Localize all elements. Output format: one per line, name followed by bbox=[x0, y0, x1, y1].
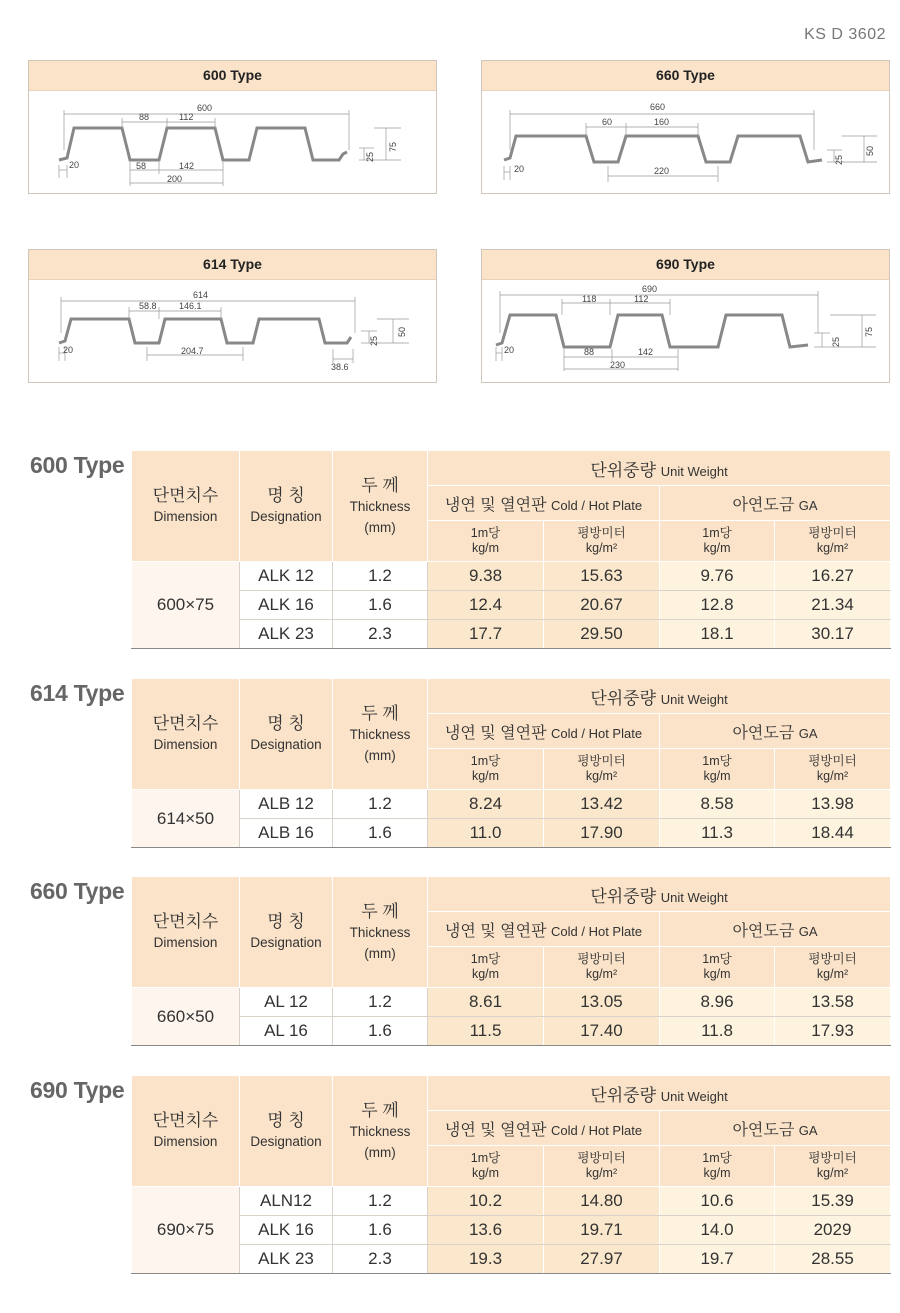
table-row bbox=[132, 988, 891, 1017]
dim-h1: 25 bbox=[369, 335, 379, 346]
dim-e: 230 bbox=[610, 360, 626, 370]
header-unit-weight: 단위중량 Unit Weight bbox=[428, 679, 891, 714]
dim-b: 160 bbox=[654, 117, 670, 127]
ga-per-m-cell: 14.0 bbox=[660, 1216, 775, 1245]
dim-h1: 25 bbox=[365, 151, 375, 162]
spec-table-614 bbox=[131, 678, 891, 848]
dim-h2: 75 bbox=[388, 141, 398, 152]
header-per-m: 1m당 kg/m bbox=[428, 1146, 544, 1187]
cold-per-sqm-cell: 15.63 bbox=[544, 562, 660, 591]
designation-cell: ALK 23 bbox=[240, 1245, 333, 1274]
dim-b: 112 bbox=[179, 112, 194, 122]
designation-cell: AL 12 bbox=[240, 988, 333, 1017]
designation-cell: ALK 16 bbox=[240, 591, 333, 620]
diagram-614-type bbox=[28, 249, 437, 383]
ga-per-m-cell: 11.3 bbox=[660, 819, 775, 848]
header-dimension: 단면치수 Dimension bbox=[132, 1076, 240, 1187]
header-unit-weight: 단위중량 Unit Weight bbox=[428, 451, 891, 486]
header-ga: 아연도금 GA bbox=[660, 486, 891, 521]
type-label-690: 690 Type bbox=[30, 1077, 125, 1103]
dimension-cell: 614×50 bbox=[132, 790, 240, 848]
cold-per-m-cell: 19.3 bbox=[428, 1245, 544, 1274]
dim-d: 142 bbox=[179, 161, 195, 171]
header-per-sqm: 평방미터 kg/m² bbox=[544, 521, 660, 562]
dim-e: 200 bbox=[167, 174, 183, 184]
ga-per-m-cell: 19.7 bbox=[660, 1245, 775, 1274]
cold-per-sqm-cell: 19.71 bbox=[544, 1216, 660, 1245]
table-row bbox=[132, 1245, 891, 1274]
cold-per-sqm-cell: 27.97 bbox=[544, 1245, 660, 1274]
dimension-cell: 690×75 bbox=[132, 1187, 240, 1274]
thickness-cell: 2.3 bbox=[333, 620, 428, 649]
dim-total: 660 bbox=[650, 102, 666, 112]
header-per-m: 1m당 kg/m bbox=[428, 521, 544, 562]
thickness-cell: 1.6 bbox=[333, 1216, 428, 1245]
ga-per-sqm-cell: 21.34 bbox=[775, 591, 891, 620]
table-row bbox=[132, 1216, 891, 1245]
header-per-sqm: 평방미터 kg/m² bbox=[544, 1146, 660, 1187]
header-per-m: 1m당 kg/m bbox=[660, 1146, 775, 1187]
header-ga: 아연도금 GA bbox=[660, 714, 891, 749]
designation-cell: ALK 16 bbox=[240, 1216, 333, 1245]
diagram-600-type bbox=[28, 60, 437, 194]
table-row bbox=[132, 562, 891, 591]
cold-per-sqm-cell: 17.40 bbox=[544, 1017, 660, 1046]
header-per-sqm: 평방미터 kg/m² bbox=[775, 1146, 891, 1187]
dim-h2: 50 bbox=[397, 326, 407, 337]
profile-drawing-690 bbox=[482, 279, 889, 383]
header-designation: 명 칭 Designation bbox=[240, 877, 333, 988]
dim-edge: 20 bbox=[69, 160, 80, 170]
cold-per-m-cell: 10.2 bbox=[428, 1187, 544, 1216]
ga-per-sqm-cell: 28.55 bbox=[775, 1245, 891, 1274]
cold-per-sqm-cell: 29.50 bbox=[544, 620, 660, 649]
dim-c: 88 bbox=[584, 347, 595, 357]
ga-per-sqm-cell: 13.58 bbox=[775, 988, 891, 1017]
spec-table-660 bbox=[131, 876, 891, 1046]
ga-per-m-cell: 8.96 bbox=[660, 988, 775, 1017]
dim-tail: 38.6 bbox=[331, 362, 349, 372]
header-designation: 명 칭 Designation bbox=[240, 451, 333, 562]
designation-cell: ALB 16 bbox=[240, 819, 333, 848]
designation-cell: ALK 12 bbox=[240, 562, 333, 591]
dim-d: 142 bbox=[638, 347, 654, 357]
ga-per-m-cell: 9.76 bbox=[660, 562, 775, 591]
cold-per-m-cell: 12.4 bbox=[428, 591, 544, 620]
ga-per-m-cell: 8.58 bbox=[660, 790, 775, 819]
profile-drawing-660 bbox=[482, 90, 889, 194]
header-cold-hot-plate: 냉연 및 열연판 Cold / Hot Plate bbox=[428, 1111, 660, 1146]
header-per-m: 1m당 kg/m bbox=[660, 521, 775, 562]
thickness-cell: 1.6 bbox=[333, 591, 428, 620]
header-per-sqm: 평방미터 kg/m² bbox=[775, 947, 891, 988]
diagram-title: 690 Type bbox=[482, 250, 889, 280]
ga-per-sqm-cell: 17.93 bbox=[775, 1017, 891, 1046]
cold-per-sqm-cell: 13.42 bbox=[544, 790, 660, 819]
ga-per-sqm-cell: 15.39 bbox=[775, 1187, 891, 1216]
diagram-title: 660 Type bbox=[482, 61, 889, 91]
header-designation: 명 칭 Designation bbox=[240, 1076, 333, 1187]
ga-per-sqm-cell: 13.98 bbox=[775, 790, 891, 819]
header-unit-weight: 단위중량 Unit Weight bbox=[428, 1076, 891, 1111]
profile-drawing-600 bbox=[29, 90, 436, 194]
header-thickness: 두 께 Thickness (mm) bbox=[333, 877, 428, 988]
type-label-660: 660 Type bbox=[30, 878, 125, 904]
type-label-614: 614 Type bbox=[30, 680, 125, 706]
dim-a: 58.8 bbox=[139, 301, 157, 311]
ga-per-m-cell: 12.8 bbox=[660, 591, 775, 620]
dim-edge: 20 bbox=[504, 345, 515, 355]
cold-per-m-cell: 17.7 bbox=[428, 620, 544, 649]
ga-per-m-cell: 11.8 bbox=[660, 1017, 775, 1046]
table-row bbox=[132, 819, 891, 848]
header-ga: 아연도금 GA bbox=[660, 912, 891, 947]
header-unit-weight: 단위중량 Unit Weight bbox=[428, 877, 891, 912]
dim-edge: 20 bbox=[63, 345, 74, 355]
cold-per-sqm-cell: 20.67 bbox=[544, 591, 660, 620]
ga-per-sqm-cell: 16.27 bbox=[775, 562, 891, 591]
dim-b: 146.1 bbox=[179, 301, 202, 311]
dim-h1: 25 bbox=[831, 336, 841, 347]
table-row bbox=[132, 1187, 891, 1216]
header-per-m: 1m당 kg/m bbox=[660, 947, 775, 988]
header-per-m: 1m당 kg/m bbox=[660, 749, 775, 790]
table-row bbox=[132, 620, 891, 649]
header-cold-hot-plate: 냉연 및 열연판 Cold / Hot Plate bbox=[428, 912, 660, 947]
thickness-cell: 2.3 bbox=[333, 1245, 428, 1274]
standard-code: KS D 3602 bbox=[804, 26, 886, 43]
dimension-cell: 660×50 bbox=[132, 988, 240, 1046]
header-dimension: 단면치수 Dimension bbox=[132, 877, 240, 988]
header-per-sqm: 평방미터 kg/m² bbox=[544, 947, 660, 988]
ga-per-sqm-cell: 2029 bbox=[775, 1216, 891, 1245]
profile-drawing-614 bbox=[29, 279, 436, 383]
cold-per-m-cell: 8.61 bbox=[428, 988, 544, 1017]
designation-cell: ALK 23 bbox=[240, 620, 333, 649]
thickness-cell: 1.2 bbox=[333, 790, 428, 819]
spec-table-600 bbox=[131, 450, 891, 649]
designation-cell: AL 16 bbox=[240, 1017, 333, 1046]
header-ga: 아연도금 GA bbox=[660, 1111, 891, 1146]
diagram-660-type bbox=[481, 60, 890, 194]
dim-a: 118 bbox=[582, 294, 597, 304]
header-dimension: 단면치수 Dimension bbox=[132, 679, 240, 790]
cold-per-sqm-cell: 17.90 bbox=[544, 819, 660, 848]
header-per-m: 1m당 kg/m bbox=[428, 749, 544, 790]
header-per-sqm: 평방미터 kg/m² bbox=[544, 749, 660, 790]
dim-total: 600 bbox=[197, 103, 213, 113]
diagram-title: 600 Type bbox=[29, 61, 436, 91]
cold-per-m-cell: 11.0 bbox=[428, 819, 544, 848]
ga-per-m-cell: 10.6 bbox=[660, 1187, 775, 1216]
dim-e: 220 bbox=[654, 166, 670, 176]
dim-c: 58 bbox=[136, 161, 147, 171]
dim-edge: 20 bbox=[514, 164, 525, 174]
header-thickness: 두 께 Thickness (mm) bbox=[333, 679, 428, 790]
diagram-title: 614 Type bbox=[29, 250, 436, 280]
thickness-cell: 1.2 bbox=[333, 562, 428, 591]
dim-h2: 75 bbox=[864, 326, 874, 337]
dim-h2: 50 bbox=[865, 145, 875, 156]
thickness-cell: 1.6 bbox=[333, 1017, 428, 1046]
dim-total: 614 bbox=[193, 290, 209, 300]
dim-h1: 25 bbox=[834, 154, 844, 165]
cold-per-m-cell: 13.6 bbox=[428, 1216, 544, 1245]
cold-per-sqm-cell: 13.05 bbox=[544, 988, 660, 1017]
ga-per-sqm-cell: 18.44 bbox=[775, 819, 891, 848]
header-dimension: 단면치수 Dimension bbox=[132, 451, 240, 562]
table-row bbox=[132, 591, 891, 620]
header-cold-hot-plate: 냉연 및 열연판 Cold / Hot Plate bbox=[428, 486, 660, 521]
dim-a: 60 bbox=[602, 117, 613, 127]
table-row bbox=[132, 1017, 891, 1046]
type-label-600: 600 Type bbox=[30, 452, 125, 478]
cold-per-sqm-cell: 14.80 bbox=[544, 1187, 660, 1216]
thickness-cell: 1.2 bbox=[333, 1187, 428, 1216]
cold-per-m-cell: 8.24 bbox=[428, 790, 544, 819]
designation-cell: ALB 12 bbox=[240, 790, 333, 819]
header-thickness: 두 께 Thickness (mm) bbox=[333, 1076, 428, 1187]
table-row bbox=[132, 790, 891, 819]
ga-per-m-cell: 18.1 bbox=[660, 620, 775, 649]
cold-per-m-cell: 11.5 bbox=[428, 1017, 544, 1046]
cold-per-m-cell: 9.38 bbox=[428, 562, 544, 591]
dim-b: 112 bbox=[634, 294, 649, 304]
header-per-m: 1m당 kg/m bbox=[428, 947, 544, 988]
spec-table-690 bbox=[131, 1075, 891, 1274]
thickness-cell: 1.6 bbox=[333, 819, 428, 848]
designation-cell: ALN12 bbox=[240, 1187, 333, 1216]
header-thickness: 두 께 Thickness (mm) bbox=[333, 451, 428, 562]
dim-e: 204.7 bbox=[181, 346, 204, 356]
ga-per-sqm-cell: 30.17 bbox=[775, 620, 891, 649]
header-per-sqm: 평방미터 kg/m² bbox=[775, 749, 891, 790]
header-per-sqm: 평방미터 kg/m² bbox=[775, 521, 891, 562]
dim-a: 88 bbox=[139, 112, 150, 122]
header-cold-hot-plate: 냉연 및 열연판 Cold / Hot Plate bbox=[428, 714, 660, 749]
dim-total: 690 bbox=[642, 284, 658, 294]
header-designation: 명 칭 Designation bbox=[240, 679, 333, 790]
diagram-690-type bbox=[481, 249, 890, 383]
dimension-cell: 600×75 bbox=[132, 562, 240, 649]
thickness-cell: 1.2 bbox=[333, 988, 428, 1017]
